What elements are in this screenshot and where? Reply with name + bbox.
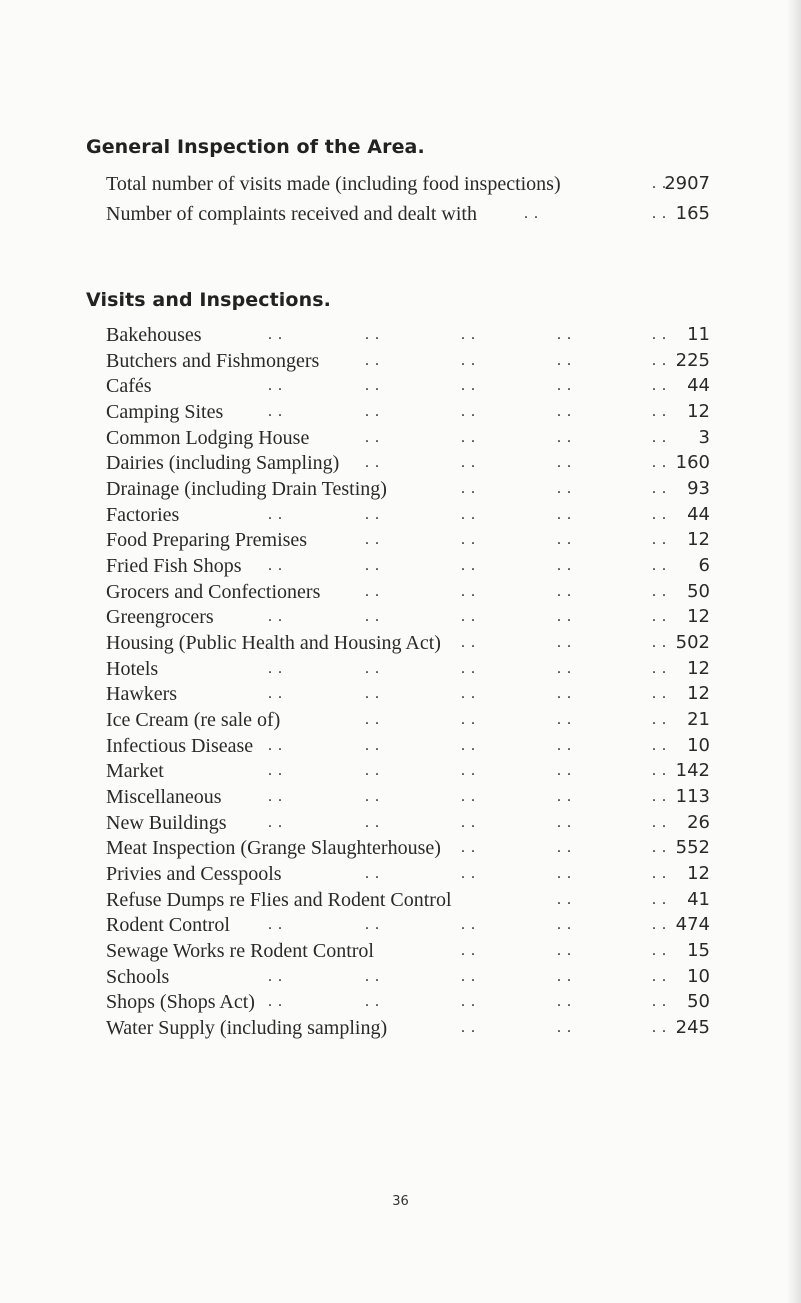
- leader-dots: . .: [461, 787, 476, 805]
- visit-row: [106, 631, 710, 655]
- leader-dots: . .: [557, 864, 572, 882]
- row-label: Sewage Works re Rodent Control: [106, 939, 374, 962]
- row-label: Meat Inspection (Grange Slaughterhouse): [106, 837, 441, 860]
- row-value: 225: [675, 349, 710, 371]
- leader-dots: . .: [652, 428, 667, 446]
- leader-dots: . .: [461, 608, 476, 626]
- leader-dots: . .: [461, 531, 476, 549]
- row-value: 12: [687, 683, 710, 705]
- leader-dots: . .: [652, 864, 667, 882]
- visit-row: [106, 785, 710, 809]
- leader-dots: . .: [461, 633, 476, 651]
- leader-dots: . .: [652, 710, 667, 728]
- leader-dots: . .: [268, 685, 283, 703]
- leader-dots: . .: [652, 941, 667, 959]
- row-value: 6: [698, 554, 710, 576]
- row-value: 12: [687, 657, 710, 679]
- leader-dots: . .: [461, 556, 476, 574]
- row-label: Infectious Disease: [106, 734, 254, 757]
- row-value: 41: [687, 888, 710, 910]
- leader-dots: . .: [557, 685, 572, 703]
- leader-dots: . .: [652, 890, 667, 908]
- visit-row: [106, 349, 710, 373]
- visit-row: [106, 836, 710, 860]
- leader-dots: . .: [365, 608, 380, 626]
- row-label: Hawkers: [106, 683, 178, 706]
- leader-dots: . .: [268, 403, 283, 420]
- leader-dots: . .: [365, 556, 380, 574]
- leader-dots: . .: [365, 377, 380, 395]
- row-label: Total number of visits made (including food inspections): [106, 173, 561, 195]
- leader-dots: . .: [557, 556, 572, 574]
- row-value: 44: [687, 375, 710, 397]
- leader-dots: . .: [365, 659, 380, 677]
- row-label: Butchers and Fishmongers: [106, 349, 320, 372]
- row-label: Greengrocers: [106, 606, 214, 629]
- leader-dots: . .: [557, 454, 572, 472]
- leader-dots: . .: [461, 864, 476, 882]
- visit-row: [106, 323, 710, 347]
- leader-dots: . .: [652, 1018, 667, 1036]
- visits-heading: Visits and Inspections.: [86, 289, 331, 311]
- leader-dots: . .: [557, 1018, 572, 1036]
- leader-dots: . .: [461, 916, 476, 934]
- general-row: [106, 172, 710, 196]
- leader-dots: . .: [268, 377, 283, 395]
- leader-dots: . .: [461, 377, 476, 395]
- leader-dots: . .: [268, 505, 283, 523]
- leader-dots: . .: [652, 531, 667, 549]
- leader-dots: . .: [557, 787, 572, 805]
- visit-row: [106, 811, 710, 835]
- row-label: Market: [106, 760, 164, 783]
- row-label: Dairies (including Sampling): [106, 452, 340, 475]
- leader-dots: . .: [365, 864, 380, 882]
- leader-dots: . .: [461, 685, 476, 703]
- row-label: Number of complaints received and dealt with: [106, 203, 477, 225]
- row-label: Grocers and Confectioners: [106, 580, 321, 603]
- leader-dots: . .: [461, 813, 476, 831]
- visit-row: [106, 554, 710, 578]
- leader-dots: . .: [652, 685, 667, 703]
- leader-dots: . .: [557, 659, 572, 677]
- row-value: 12: [687, 862, 710, 884]
- row-label: Hotels: [106, 657, 159, 680]
- leader-dots: . .: [461, 403, 476, 420]
- leader-dots: . .: [557, 480, 572, 497]
- page-number: 36: [392, 1194, 409, 1209]
- leader-dots: . .: [461, 659, 476, 677]
- leader-dots: . .: [461, 736, 476, 754]
- visit-row: [106, 426, 710, 450]
- visit-row: [106, 400, 710, 424]
- leader-dots: . .: [557, 967, 572, 985]
- leader-dots: . .: [557, 736, 572, 754]
- row-label: Camping Sites: [106, 401, 224, 423]
- row-label: Bakehouses: [106, 324, 202, 346]
- row-value: 50: [687, 580, 710, 602]
- leader-dots: . .: [652, 967, 667, 985]
- leader-dots: . .: [461, 710, 476, 728]
- leader-dots: . .: [365, 710, 380, 728]
- row-label: Food Preparing Premises: [106, 529, 308, 552]
- leader-dots: . .: [652, 556, 667, 574]
- leader-dots: . .: [652, 659, 667, 677]
- leader-dots: . .: [461, 941, 476, 959]
- visit-row: [106, 682, 710, 706]
- row-label: Rodent Control: [106, 914, 230, 937]
- leader-dots: . .: [365, 813, 380, 831]
- leader-dots: . .: [365, 967, 380, 985]
- leader-dots: . .: [268, 736, 283, 754]
- leader-dots: . .: [365, 505, 380, 523]
- leader-dots: . .: [461, 505, 476, 523]
- row-value: 10: [687, 965, 710, 987]
- visit-row: [106, 374, 710, 398]
- leader-dots: . .: [268, 813, 283, 831]
- visit-row: [106, 1016, 710, 1040]
- leader-dots: . .: [268, 993, 283, 1011]
- row-value: 552: [675, 837, 710, 859]
- row-value: 160: [675, 452, 710, 474]
- leader-dots: . .: [268, 916, 283, 934]
- leader-dots: . .: [365, 685, 380, 703]
- row-value: 12: [687, 529, 710, 551]
- visit-row: [106, 528, 710, 552]
- row-label: Schools: [106, 965, 170, 988]
- leader-dots: . .: [652, 608, 667, 626]
- leader-dots: . .: [557, 403, 572, 420]
- leader-dots: . .: [652, 326, 667, 343]
- leader-dots: . .: [268, 787, 283, 805]
- leader-dots: . .: [365, 531, 380, 549]
- leader-dots: . .: [365, 351, 380, 369]
- leader-dots: . .: [557, 351, 572, 369]
- leader-dots: . .: [365, 762, 380, 780]
- leader-dots: . .: [557, 993, 572, 1011]
- row-value: 44: [687, 503, 710, 525]
- leader-dots: . .: [652, 993, 667, 1011]
- leader-dots: . .: [557, 710, 572, 728]
- row-value: 21: [687, 708, 710, 730]
- visit-row: [106, 965, 710, 989]
- leader-dots: . .: [365, 403, 380, 420]
- leader-dots: . .: [557, 762, 572, 780]
- leader-dots: . .: [557, 531, 572, 549]
- row-value: 93: [687, 478, 710, 499]
- leader-dots: . .: [652, 762, 667, 780]
- leader-dots: . .: [557, 428, 572, 446]
- row-value: 3: [698, 426, 710, 448]
- leader-dots: . .: [461, 993, 476, 1011]
- leader-dots: . .: [461, 326, 476, 343]
- leader-dots: . .: [557, 916, 572, 934]
- leader-dots: . .: [268, 762, 283, 780]
- leader-dots: . .: [652, 736, 667, 754]
- visit-row: [106, 939, 710, 963]
- leader-dots: . .: [524, 205, 539, 222]
- leader-dots: . .: [461, 839, 476, 857]
- leader-dots: . .: [557, 326, 572, 343]
- row-label: Housing (Public Health and Housing Act): [106, 631, 441, 654]
- row-value: 12: [687, 606, 710, 628]
- row-value: 26: [687, 811, 710, 833]
- row-value: 11: [687, 324, 710, 345]
- leader-dots: . .: [461, 428, 476, 446]
- leader-dots: . .: [652, 839, 667, 857]
- leader-dots: . .: [461, 762, 476, 780]
- general-row: [106, 202, 710, 226]
- visit-row: [106, 759, 710, 783]
- row-label: Fried Fish Shops: [106, 554, 242, 577]
- visit-row: [106, 503, 710, 527]
- leader-dots: . .: [557, 377, 572, 395]
- row-label: Miscellaneous: [106, 785, 222, 808]
- leader-dots: . .: [461, 480, 476, 497]
- leader-dots: . .: [461, 1018, 476, 1036]
- visit-row: [106, 734, 710, 758]
- row-value: 245: [675, 1016, 710, 1038]
- leader-dots: . .: [365, 993, 380, 1011]
- visit-row: [106, 888, 710, 912]
- leader-dots: . .: [652, 175, 667, 192]
- row-label: New Buildings: [106, 811, 227, 834]
- visit-row: [106, 477, 710, 501]
- leader-dots: . .: [652, 633, 667, 651]
- leader-dots: . .: [365, 326, 380, 343]
- leader-dots: . .: [557, 505, 572, 523]
- leader-dots: . .: [268, 556, 283, 574]
- leader-dots: . .: [652, 454, 667, 472]
- leader-dots: . .: [461, 967, 476, 985]
- leader-dots: . .: [268, 608, 283, 626]
- visit-row: [106, 708, 710, 732]
- row-value: 113: [675, 785, 710, 807]
- row-label: Common Lodging House: [106, 426, 310, 449]
- row-value: 12: [687, 401, 710, 422]
- leader-dots: . .: [365, 736, 380, 754]
- leader-dots: . .: [268, 326, 283, 343]
- visit-row: [106, 451, 710, 475]
- row-value: 474: [675, 914, 710, 936]
- row-value: 2907: [664, 173, 710, 194]
- row-value: 142: [675, 760, 710, 782]
- row-value: 165: [675, 203, 710, 224]
- leader-dots: . .: [461, 582, 476, 600]
- row-value: 15: [687, 939, 710, 961]
- page-edge-shadow: [787, 0, 801, 1303]
- visit-row: [106, 605, 710, 629]
- leader-dots: . .: [652, 916, 667, 934]
- leader-dots: . .: [365, 454, 380, 472]
- leader-dots: . .: [365, 428, 380, 446]
- leader-dots: . .: [557, 813, 572, 831]
- visit-row: [106, 990, 710, 1014]
- row-label: Shops (Shops Act): [106, 991, 255, 1014]
- leader-dots: . .: [652, 813, 667, 831]
- leader-dots: . .: [557, 582, 572, 600]
- row-label: Factories: [106, 503, 180, 526]
- row-value: 10: [687, 734, 710, 756]
- leader-dots: . .: [652, 787, 667, 805]
- leader-dots: . .: [652, 582, 667, 600]
- row-label: Cafés: [106, 375, 152, 398]
- leader-dots: . .: [557, 890, 572, 908]
- visit-row: [106, 580, 710, 604]
- leader-dots: . .: [365, 787, 380, 805]
- leader-dots: . .: [652, 351, 667, 369]
- row-label: Drainage (including Drain Testing): [106, 478, 387, 500]
- leader-dots: . .: [652, 505, 667, 523]
- leader-dots: . .: [652, 205, 667, 222]
- leader-dots: . .: [365, 582, 380, 600]
- leader-dots: . .: [652, 403, 667, 420]
- visit-row: [106, 913, 710, 937]
- leader-dots: . .: [365, 916, 380, 934]
- row-value: 50: [687, 991, 710, 1013]
- leader-dots: . .: [268, 967, 283, 985]
- leader-dots: . .: [557, 633, 572, 651]
- leader-dots: . .: [652, 480, 667, 497]
- leader-dots: . .: [557, 608, 572, 626]
- leader-dots: . .: [461, 454, 476, 472]
- row-value: 502: [675, 631, 710, 653]
- leader-dots: . .: [652, 377, 667, 395]
- leader-dots: . .: [461, 351, 476, 369]
- row-label: Refuse Dumps re Flies and Rodent Control: [106, 888, 452, 911]
- leader-dots: . .: [268, 659, 283, 677]
- general-inspection-heading: General Inspection of the Area.: [86, 136, 425, 158]
- row-label: Ice Cream (re sale of): [106, 708, 281, 731]
- visit-row: [106, 862, 710, 886]
- row-label: Privies and Cesspools: [106, 862, 282, 885]
- leader-dots: . .: [557, 839, 572, 857]
- leader-dots: . .: [557, 941, 572, 959]
- row-label: Water Supply (including sampling): [106, 1016, 388, 1039]
- visit-row: [106, 657, 710, 681]
